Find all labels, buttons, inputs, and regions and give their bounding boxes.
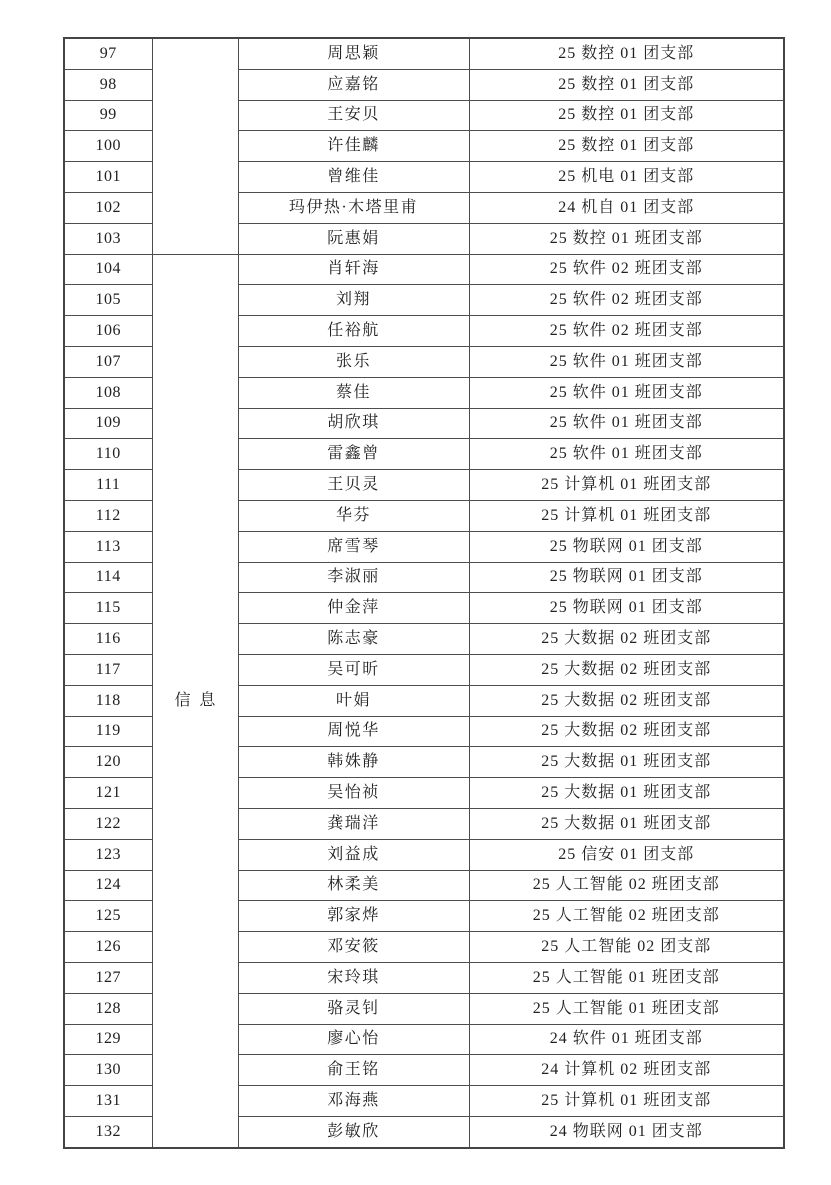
row-number-cell: 115 — [64, 593, 152, 624]
row-number-cell: 131 — [64, 1086, 152, 1117]
row-number-cell: 109 — [64, 408, 152, 439]
roster-table — [63, 37, 785, 1149]
name-cell: 刘益成 — [238, 839, 469, 870]
category-cell — [152, 38, 238, 254]
branch-cell: 25 机电 01 团支部 — [469, 162, 784, 193]
name-cell: 骆灵钊 — [238, 993, 469, 1024]
branch-cell: 25 大数据 02 班团支部 — [469, 624, 784, 655]
name-cell: 龚瑞洋 — [238, 808, 469, 839]
name-cell: 刘翔 — [238, 285, 469, 316]
row-number-cell: 122 — [64, 808, 152, 839]
row-number-cell: 124 — [64, 870, 152, 901]
name-cell: 应嘉铭 — [238, 69, 469, 100]
row-number-cell: 121 — [64, 778, 152, 809]
branch-cell: 25 软件 01 班团支部 — [469, 377, 784, 408]
row-number-cell: 104 — [64, 254, 152, 285]
row-number-cell: 101 — [64, 162, 152, 193]
branch-cell: 25 计算机 01 班团支部 — [469, 470, 784, 501]
row-number-cell: 99 — [64, 100, 152, 131]
name-cell: 陈志豪 — [238, 624, 469, 655]
row-number-cell: 127 — [64, 962, 152, 993]
row-number-cell: 128 — [64, 993, 152, 1024]
name-cell: 廖心怡 — [238, 1024, 469, 1055]
row-number-cell: 125 — [64, 901, 152, 932]
row-number-cell: 112 — [64, 500, 152, 531]
row-number-cell: 102 — [64, 192, 152, 223]
branch-cell: 25 软件 02 班团支部 — [469, 316, 784, 347]
branch-cell: 25 软件 01 班团支部 — [469, 439, 784, 470]
name-cell: 郭家烨 — [238, 901, 469, 932]
row-number-cell: 130 — [64, 1055, 152, 1086]
branch-cell: 25 软件 02 班团支部 — [469, 285, 784, 316]
row-number-cell: 103 — [64, 223, 152, 254]
name-cell: 周悦华 — [238, 716, 469, 747]
row-number-cell: 107 — [64, 346, 152, 377]
name-cell: 林柔美 — [238, 870, 469, 901]
row-number-cell: 126 — [64, 932, 152, 963]
branch-cell: 25 人工智能 02 班团支部 — [469, 870, 784, 901]
row-number-cell: 111 — [64, 470, 152, 501]
name-cell: 吴怡祯 — [238, 778, 469, 809]
row-number-cell: 106 — [64, 316, 152, 347]
branch-cell: 25 大数据 01 班团支部 — [469, 747, 784, 778]
branch-cell: 25 人工智能 02 团支部 — [469, 932, 784, 963]
branch-cell: 25 数控 01 团支部 — [469, 131, 784, 162]
branch-cell: 25 大数据 02 班团支部 — [469, 654, 784, 685]
name-cell: 雷鑫曾 — [238, 439, 469, 470]
row-number-cell: 123 — [64, 839, 152, 870]
branch-cell: 24 物联网 01 团支部 — [469, 1116, 784, 1147]
row-number-cell: 98 — [64, 69, 152, 100]
name-cell: 邓海燕 — [238, 1086, 469, 1117]
branch-cell: 25 物联网 01 团支部 — [469, 562, 784, 593]
name-cell: 华芬 — [238, 500, 469, 531]
row-number-cell: 108 — [64, 377, 152, 408]
category-cell: 信息 — [152, 254, 238, 1148]
table-row — [64, 38, 784, 69]
branch-cell: 25 软件 01 班团支部 — [469, 408, 784, 439]
row-number-cell: 114 — [64, 562, 152, 593]
row-number-cell: 105 — [64, 285, 152, 316]
row-number-cell: 129 — [64, 1024, 152, 1055]
row-number-cell: 116 — [64, 624, 152, 655]
branch-cell: 25 计算机 01 班团支部 — [469, 500, 784, 531]
row-number-cell: 117 — [64, 654, 152, 685]
name-cell: 王贝灵 — [238, 470, 469, 501]
roster-body — [64, 38, 784, 1148]
name-cell: 彭敏欣 — [238, 1116, 469, 1147]
name-cell: 胡欣琪 — [238, 408, 469, 439]
name-cell: 阮惠娟 — [238, 223, 469, 254]
name-cell: 仲金萍 — [238, 593, 469, 624]
branch-cell: 25 大数据 02 班团支部 — [469, 716, 784, 747]
name-cell: 张乐 — [238, 346, 469, 377]
name-cell: 周思颖 — [238, 38, 469, 69]
branch-cell: 25 大数据 01 班团支部 — [469, 808, 784, 839]
branch-cell: 25 物联网 01 团支部 — [469, 593, 784, 624]
name-cell: 曾维佳 — [238, 162, 469, 193]
branch-cell: 24 软件 01 班团支部 — [469, 1024, 784, 1055]
branch-cell: 25 信安 01 团支部 — [469, 839, 784, 870]
name-cell: 李淑丽 — [238, 562, 469, 593]
branch-cell: 25 物联网 01 团支部 — [469, 531, 784, 562]
branch-cell: 25 计算机 01 班团支部 — [469, 1086, 784, 1117]
name-cell: 席雪琴 — [238, 531, 469, 562]
name-cell: 叶娟 — [238, 685, 469, 716]
branch-cell: 25 人工智能 01 班团支部 — [469, 962, 784, 993]
branch-cell: 25 人工智能 02 班团支部 — [469, 901, 784, 932]
row-number-cell: 113 — [64, 531, 152, 562]
name-cell: 邓安筱 — [238, 932, 469, 963]
row-number-cell: 132 — [64, 1116, 152, 1147]
branch-cell: 24 机自 01 团支部 — [469, 192, 784, 223]
name-cell: 韩姝静 — [238, 747, 469, 778]
branch-cell: 25 大数据 01 班团支部 — [469, 778, 784, 809]
row-number-cell: 119 — [64, 716, 152, 747]
table-row — [64, 254, 784, 285]
branch-cell: 25 软件 02 班团支部 — [469, 254, 784, 285]
name-cell: 王安贝 — [238, 100, 469, 131]
name-cell: 任裕航 — [238, 316, 469, 347]
name-cell: 蔡佳 — [238, 377, 469, 408]
row-number-cell: 100 — [64, 131, 152, 162]
branch-cell: 25 数控 01 团支部 — [469, 69, 784, 100]
branch-cell: 25 数控 01 团支部 — [469, 100, 784, 131]
row-number-cell: 118 — [64, 685, 152, 716]
row-number-cell: 97 — [64, 38, 152, 69]
row-number-cell: 120 — [64, 747, 152, 778]
name-cell: 宋玲琪 — [238, 962, 469, 993]
branch-cell: 24 计算机 02 班团支部 — [469, 1055, 784, 1086]
row-number-cell: 110 — [64, 439, 152, 470]
name-cell: 肖轩海 — [238, 254, 469, 285]
name-cell: 玛伊热·木塔里甫 — [238, 192, 469, 223]
branch-cell: 25 数控 01 班团支部 — [469, 223, 784, 254]
name-cell: 许佳麟 — [238, 131, 469, 162]
name-cell: 吴可昕 — [238, 654, 469, 685]
name-cell: 俞王铭 — [238, 1055, 469, 1086]
branch-cell: 25 数控 01 团支部 — [469, 38, 784, 69]
branch-cell: 25 人工智能 01 班团支部 — [469, 993, 784, 1024]
branch-cell: 25 大数据 02 班团支部 — [469, 685, 784, 716]
branch-cell: 25 软件 01 班团支部 — [469, 346, 784, 377]
